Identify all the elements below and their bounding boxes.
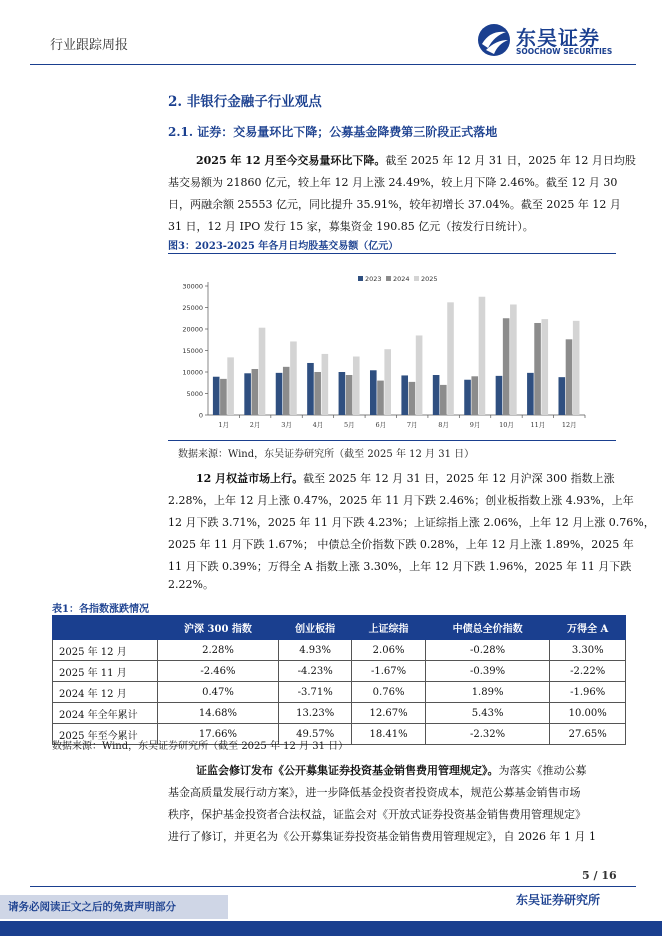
footer-bar	[0, 921, 662, 936]
bar-2023-8月	[433, 375, 440, 415]
y-tick-label: 0	[198, 411, 203, 420]
bar-2025-7月	[416, 335, 423, 415]
report-category: 行业跟踪周报	[50, 38, 129, 53]
bar-2024-5月	[346, 375, 353, 415]
bar-2023-10月	[496, 376, 503, 415]
bar-2024-6月	[377, 381, 384, 415]
bar-2024-4月	[314, 372, 321, 415]
bar-2023-9月	[464, 380, 471, 415]
table-cell: 18.41%	[352, 724, 425, 745]
y-tick-label: 15000	[182, 347, 203, 355]
paragraph-line: 2.28%，上年 12 月上涨 0.47%，2025 年 11 月下跌 2.46%；创业板指数上涨 4.93%，上年	[168, 494, 634, 507]
brand-name-en: SOOCHOW SECURITIES	[516, 47, 613, 56]
bar-2025-11月	[541, 319, 548, 415]
bar-2023-5月	[339, 372, 346, 415]
bar-2025-8月	[447, 302, 454, 415]
table-cell: 27.65%	[550, 724, 626, 745]
table-cell: 49.57%	[278, 724, 351, 745]
bar-2024-10月	[503, 318, 510, 415]
table-source: 数据来源：Wind，东吴证券研究所（截至 2025 年 12 月 31 日）	[52, 741, 349, 752]
y-tick-label: 5000	[186, 390, 203, 398]
x-tick-label: 1月	[218, 421, 230, 429]
figure-source: 数据来源：Wind，东吴证券研究所（截至 2025 年 12 月 31 日）	[178, 449, 475, 460]
table-title: 表1：各指数涨跌情况	[52, 604, 149, 615]
x-tick-label: 8月	[438, 421, 449, 429]
section-heading: 2. 非银行金融子行业观点	[168, 94, 322, 110]
x-tick-label: 4月	[312, 421, 324, 429]
bar-2025-10月	[510, 304, 517, 415]
legend-swatch-2024	[386, 276, 391, 281]
table-cell: 5.43%	[425, 703, 550, 724]
table-row	[53, 640, 626, 661]
table-cell: -2.46%	[158, 661, 279, 682]
bar-2024-1月	[220, 379, 227, 415]
bar-2025-5月	[353, 357, 360, 415]
paragraph-line: 进行了修订，并更名为《公开募集证券投资基金销售费用管理规定》，自 2026 年 1 月 1	[168, 830, 596, 843]
table-cell: 10.00%	[550, 703, 626, 724]
bar-2025-9月	[479, 297, 486, 415]
paragraph-line: 12 月下跌 3.71%，2025 年 11 月下跌 4.23%；上证综指上涨 2.06%，上年 12 月上涨 0.76%，	[168, 516, 655, 529]
x-tick-label: 11月	[530, 421, 546, 429]
table-header-cell: 创业板指	[278, 616, 351, 640]
index-performance-table	[52, 615, 626, 745]
trading-volume-chart	[168, 258, 616, 438]
table-cell: 1.89%	[425, 682, 550, 703]
bar-2024-3月	[283, 367, 290, 415]
table-cell: -1.96%	[550, 682, 626, 703]
table-cell: 2024 年 12 月	[53, 682, 158, 703]
legend-swatch-2023	[358, 276, 363, 281]
legend-swatch-2025	[414, 276, 419, 281]
bar-2025-6月	[384, 349, 391, 415]
bar-2024-11月	[534, 323, 541, 415]
bar-2023-2月	[244, 373, 251, 415]
table-cell: 2025 年 11 月	[53, 661, 158, 682]
table-cell: 3.30%	[550, 640, 626, 661]
table-cell: 0.47%	[158, 682, 279, 703]
paragraph-line: 11 月下跌 0.39%；万得全 A 指数上涨 3.30%，上年 12 月下跌 1.96%，2025 年 11 月下跌	[168, 560, 632, 573]
table-cell: 4.93%	[278, 640, 351, 661]
table-row	[53, 703, 626, 724]
x-tick-label: 10月	[499, 421, 514, 429]
table-header-cell: 沪深 300 指数	[158, 616, 279, 640]
x-tick-label: 6月	[375, 421, 387, 429]
figure-bottom-rule	[168, 440, 616, 441]
bar-2023-7月	[401, 375, 408, 415]
paragraph-line: 秩序，保护基金投资者合法权益，证监会对《开放式证券投资基金销售费用管理规定》	[168, 808, 586, 821]
table-cell: 13.23%	[278, 703, 351, 724]
table-header-cell: 中债总全价指数	[425, 616, 550, 640]
table-header-cell	[53, 616, 158, 640]
y-tick-label: 25000	[182, 304, 203, 312]
table-cell: -3.71%	[278, 682, 351, 703]
brand-logo-icon	[476, 22, 512, 58]
page-number: 5 / 16	[582, 869, 617, 882]
table-cell: 2025 年 12 月	[53, 640, 158, 661]
bar-2025-12月	[573, 321, 580, 415]
legend-label: 2024	[393, 275, 410, 283]
table-header-row	[53, 616, 626, 640]
disclaimer-text: 请务必阅读正文之后的免责声明部分	[8, 901, 176, 913]
bar-2023-1月	[213, 377, 220, 415]
x-tick-label: 3月	[281, 421, 292, 429]
figure-top-rule	[168, 253, 616, 254]
paragraph-lead: 2025 年 12 月至今交易量环比下降。	[196, 154, 386, 167]
table-cell: 2025 年至今累计	[53, 724, 158, 745]
table-cell: 2024 年全年累计	[53, 703, 158, 724]
bar-2024-8月	[440, 385, 447, 415]
x-tick-label: 12月	[561, 421, 577, 429]
table-cell: -0.28%	[425, 640, 550, 661]
table-header-cell: 上证综指	[352, 616, 425, 640]
paragraph-line: 2.22%。	[168, 578, 214, 591]
x-tick-label: 2月	[249, 421, 261, 429]
bar-2023-12月	[558, 377, 565, 415]
table-cell: -2.22%	[550, 661, 626, 682]
x-tick-label: 7月	[406, 421, 418, 429]
paragraph-line: 基金高质量发展行动方案》，进一步降低基金投资者投资成本，规范公募基金销售市场	[168, 786, 581, 799]
y-tick-label: 10000	[182, 368, 203, 377]
paragraph-line: 基交易额为 21860 亿元，较上年 12 月上涨 24.49%，较上月下降 2.46%。截至 12 月 30	[168, 176, 618, 189]
table-row	[53, 682, 626, 703]
subsection-heading: 2.1. 证券：交易量环比下降；公募基金降费第三阶段正式落地	[168, 125, 498, 139]
table-cell: 2.28%	[158, 640, 279, 661]
bar-2024-2月	[252, 369, 259, 415]
paragraph-line: 31 日，12 月 IPO 发行 15 家，募集资金 190.85 亿元（按发行日统计）。	[168, 220, 534, 233]
bar-2025-1月	[227, 357, 234, 415]
paragraph-line: 12 月权益市场上行。截至 2025 年 12 月 31 日，2025 年 12 月沪深 300 指数上涨	[196, 472, 615, 485]
table-cell: 14.68%	[158, 703, 279, 724]
y-tick-label: 20000	[182, 325, 203, 334]
paragraph-line: 2025 年 12 月至今交易量环比下降。截至 2025 年 12 月 31 日，2025 年 12 月日均股	[196, 154, 636, 167]
bar-2023-3月	[276, 373, 283, 415]
x-tick-label: 5月	[344, 421, 355, 429]
bar-2024-9月	[471, 376, 478, 415]
table-cell: 2.06%	[352, 640, 425, 661]
bar-2024-7月	[409, 382, 416, 415]
y-tick-label: 30000	[182, 282, 203, 291]
bar-2023-11月	[527, 373, 534, 415]
table-cell: 17.66%	[158, 724, 279, 745]
table-cell: -4.23%	[278, 661, 351, 682]
header-divider	[30, 64, 636, 65]
bar-2023-4月	[307, 363, 314, 415]
paragraph-line: 证监会修订发布《公开募集证券投资基金销售费用管理规定》。为落实《推动公募	[196, 764, 587, 777]
bar-2025-3月	[290, 341, 297, 415]
table-cell: -2.32%	[425, 724, 550, 745]
brand-name: 东吴证券	[516, 26, 600, 50]
x-tick-label: 9月	[469, 421, 481, 429]
paragraph-lead: 证监会修订发布《公开募集证券投资基金销售费用管理规定》。	[196, 764, 499, 777]
paragraph-line: 2025 年 11 月下跌 1.67%； 中债总全价指数下跌 0.28%，上年 12 月上涨 1.89%，2025 年	[168, 538, 634, 551]
paragraph-line: 日，两融余额 25553 亿元，同比提升 35.91%，较年初增长 37.04%。截至 2025 年 12 月	[168, 198, 621, 211]
table-header-cell: 万得全 A	[550, 616, 626, 640]
figure-title: 图3：2023-2025 年各月日均股基交易额（亿元）	[168, 241, 399, 252]
table-cell: 0.76%	[352, 682, 425, 703]
legend-label: 2025	[421, 275, 438, 283]
table-cell: -0.39%	[425, 661, 550, 682]
bar-2023-6月	[370, 370, 377, 415]
bar-2024-12月	[566, 339, 573, 415]
table-cell: 12.67%	[352, 703, 425, 724]
bar-2025-4月	[322, 354, 329, 415]
table-row	[53, 661, 626, 682]
table-cell: -1.67%	[352, 661, 425, 682]
legend-label: 2023	[365, 275, 382, 283]
footer-divider	[30, 886, 636, 887]
bar-2025-2月	[259, 328, 266, 415]
footer-institute: 东吴证券研究所	[516, 893, 601, 907]
paragraph-lead: 12 月权益市场上行。	[196, 472, 304, 485]
